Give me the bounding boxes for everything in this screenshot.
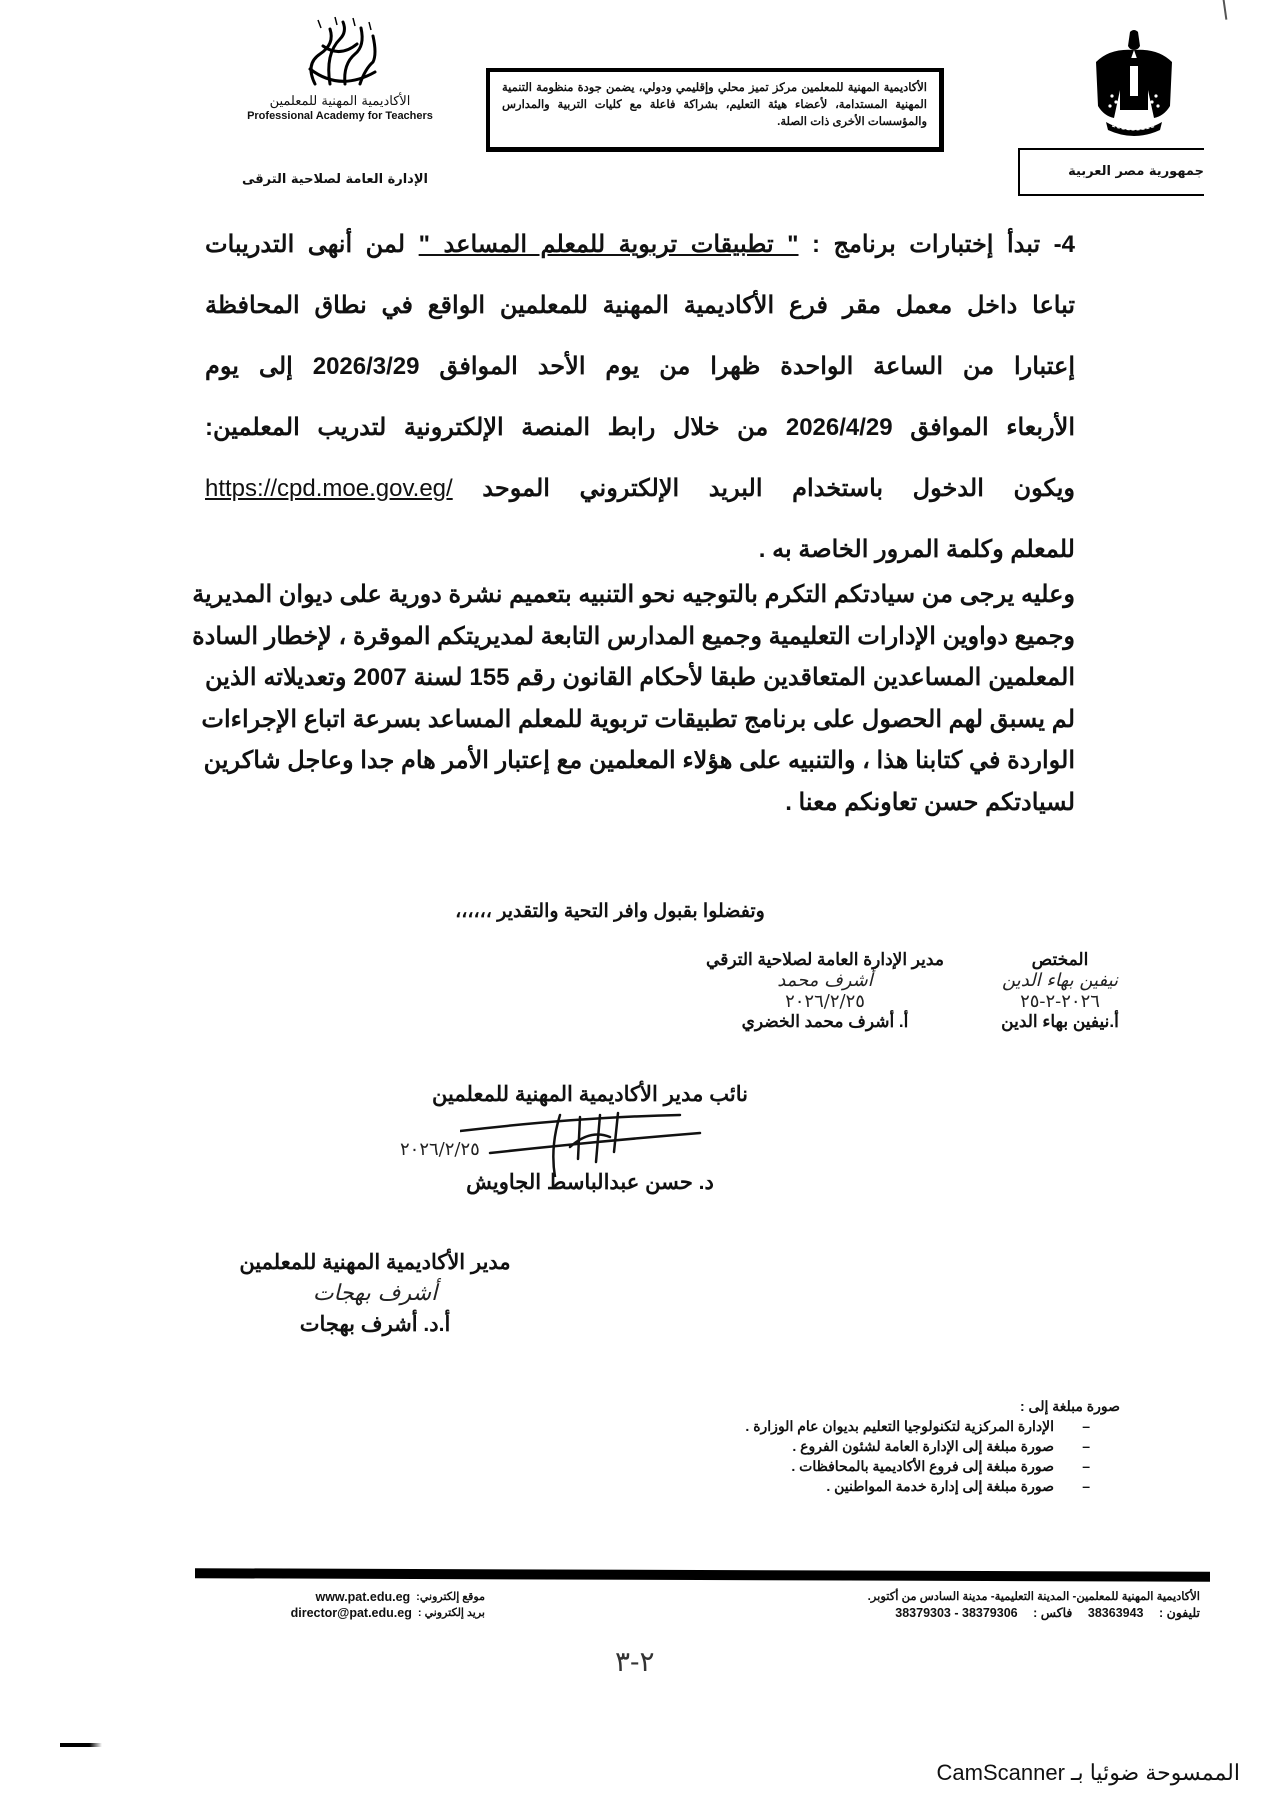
- item-number-prefix: 4- تبدأ إختبارات برنامج :: [798, 231, 1075, 258]
- signature-academy-director: [180, 1250, 570, 1337]
- copies-to-item: – صورة مبلغة إلى فروع الأكاديمية بالمحافظات .: [560, 1456, 1090, 1476]
- email-label: بريد إلكتروني :: [417, 1607, 485, 1619]
- country-label-box: [1018, 148, 1204, 196]
- para1-line-5: [205, 458, 1075, 519]
- para1-line-4: الأربعاء الموافق 2026/4/29 من خلال رابط المنصة الإلكترونية لتدريب المعلمين:: [205, 414, 1076, 441]
- egypt-eagle-emblem-icon: [1090, 28, 1178, 140]
- para1-line-3: إعتبارا من الساعة الواحدة ظهرا من يوم الأحد الموافق 2026/3/29 إلى يوم: [205, 353, 1075, 380]
- para2-line-1: وعليه يرجى من سيادتكم التكرم بالتوجيه نحو التنبيه بتعميم نشرة دورية على ديوان المديرية: [192, 581, 1075, 608]
- copies-to-item: – صورة مبلغة إلى إدارة خدمة المواطنين .: [560, 1476, 1090, 1496]
- vision-statement-box: [486, 68, 944, 152]
- phone-fax-row: [740, 1605, 1200, 1621]
- signatory-name: د. حسن عبدالباسط الجاويش: [466, 1171, 714, 1194]
- exam-announcement-paragraph: [205, 214, 1075, 580]
- request-paragraph: [192, 574, 1076, 823]
- signature-title: مدير الأكاديمية المهنية للمعلمين: [239, 1251, 511, 1274]
- page-number: ٢-٣: [615, 1645, 655, 1678]
- address: الأكاديمية المهنية للمعلمين- المدينة التعليمية- مدينة السادس من أكتوبر.: [867, 1591, 1200, 1603]
- para1-line-6: للمعلم وكلمة المرور الخاصة به .: [758, 536, 1075, 563]
- para1-line-1-suffix: لمن أنهى التدريبات: [205, 231, 419, 258]
- academy-logo: [225, 14, 455, 122]
- handwritten-signature: أشرف محمد: [777, 970, 873, 991]
- signature-specialist: [970, 950, 1150, 1032]
- camscanner-watermark: الممسوحة ضوئيا بـ CamScanner: [936, 1760, 1240, 1785]
- signatory-name: أ. أشرف محمد الخضري: [741, 1012, 909, 1031]
- program-name: " تطبيقات تربوية للمعلم المساعد ": [418, 231, 799, 258]
- academy-name-english: Professional Academy for Teachers: [247, 110, 433, 122]
- copies-to-section: [560, 1396, 1120, 1496]
- copies-to-item: – صورة مبلغة إلى الإدارة العامة لشئون الفروع .: [560, 1436, 1090, 1456]
- para2-line-3: المعلمين المساعدين المتعاقدين طبقا لأحكام القانون رقم 155 لسنة 2007 وتعديلاته الذين: [205, 664, 1076, 691]
- footer-contact-online: [245, 1589, 485, 1621]
- handwritten-date: ٢٠٢٦-٢-٢٥: [1020, 991, 1100, 1012]
- para2-line-4: لم يسبق لهم الحصول على برنامج تطبيقات تربوية للمعلم المساعد بسرعة اتباع الإجراءات: [201, 705, 1075, 733]
- signatory-name: أ.د. أشرف بهجات: [299, 1313, 451, 1336]
- closing-salutation: وتفضلوا بقبول وافر التحية والتقدير ،،،،،،: [455, 901, 765, 922]
- copies-to-item: – الإدارة المركزية لتكنولوجيا التعليم بديوان عام الوزارة .: [560, 1416, 1090, 1436]
- copies-to-heading: صورة مبلغة إلى :: [1020, 1398, 1120, 1414]
- para1-line-1: [205, 214, 1075, 275]
- website-value[interactable]: www.pat.edu.eg: [315, 1590, 411, 1604]
- signatory-name: أ.نيفين بهاء الدين: [1001, 1012, 1119, 1031]
- signature-deputy-director: [380, 1082, 800, 1195]
- copies-to-list: [560, 1416, 1120, 1496]
- fax-value: 38379303 - 38379306: [895, 1606, 1018, 1620]
- scan-edge-mark: [60, 1743, 102, 1747]
- fax-label: فاكس :: [1033, 1606, 1073, 1620]
- signature-general-manager: [680, 950, 970, 1032]
- platform-link[interactable]: https://cpd.moe.gov.eg/: [205, 475, 453, 502]
- academy-name-arabic: الأكاديمية المهنية للمعلمين: [269, 94, 411, 109]
- academy-calligraphy-icon: [285, 14, 395, 92]
- para1-line-2: تباعا داخل معمل مقر فرع الأكاديمية المهنية للمعلمين الواقع في نطاق المحافظة: [205, 292, 1075, 319]
- vision-statement-text: الأكاديمية المهنية للمعلمين مركز تميز محلي وإقليمي ودولي، يضمن جودة منظومة التنمية المهنية المستدامة، لأعضاء هيئة التعليم، بشراكة فاعلة مع كليات التربية والمدارس والمؤسسات الأخرى ذات الصلة.: [502, 82, 927, 128]
- handwritten-signature: نيفين بهاء الدين: [1001, 970, 1119, 991]
- phone-value: 38363943: [1087, 1606, 1144, 1620]
- signature-title: المختص: [1031, 950, 1089, 969]
- footer-address-block: [740, 1589, 1200, 1621]
- country-name: جمهورية مصر العربية: [1068, 164, 1204, 179]
- para2-line-5: الواردة في كتابنا هذا ، والتنبيه على هؤلاء المعلمين مع إعتبار الأمر هام جدا وعاجل شاكرين: [203, 747, 1075, 774]
- para2-line-6: لسيادتكم حسن تعاونكم معنا .: [785, 788, 1075, 816]
- signature-title: مدير الإدارة العامة لصلاحية الترقي: [706, 950, 944, 969]
- email-value[interactable]: director@pat.edu.eg: [290, 1606, 412, 1620]
- footer-divider: [195, 1568, 1210, 1582]
- para2-line-2: وجميع دواوين الإدارات التعليمية وجميع المدارس التابعة لمديريتكم الموقرة ، لإخطار السادة: [192, 622, 1075, 650]
- handwritten-signature: أشرف بهجات: [312, 1281, 438, 1306]
- scan-edge-mark: [1219, 0, 1228, 20]
- department-title: الإدارة العامة لصلاحية الترقى: [241, 172, 428, 187]
- website-label: موقع إلكتروني:: [416, 1591, 485, 1603]
- signature-title: نائب مدير الأكاديمية المهنية للمعلمين: [432, 1083, 748, 1106]
- login-instructions-text: ويكون الدخول باستخدام البريد الإلكتروني الموحد: [482, 475, 1075, 502]
- handwritten-date: ٢٠٢٦/٢/٢٥: [785, 991, 865, 1012]
- phone-label: تليفون :: [1159, 1606, 1200, 1620]
- handwritten-date: ٢٠٢٦/٢/٢٥: [400, 1139, 480, 1160]
